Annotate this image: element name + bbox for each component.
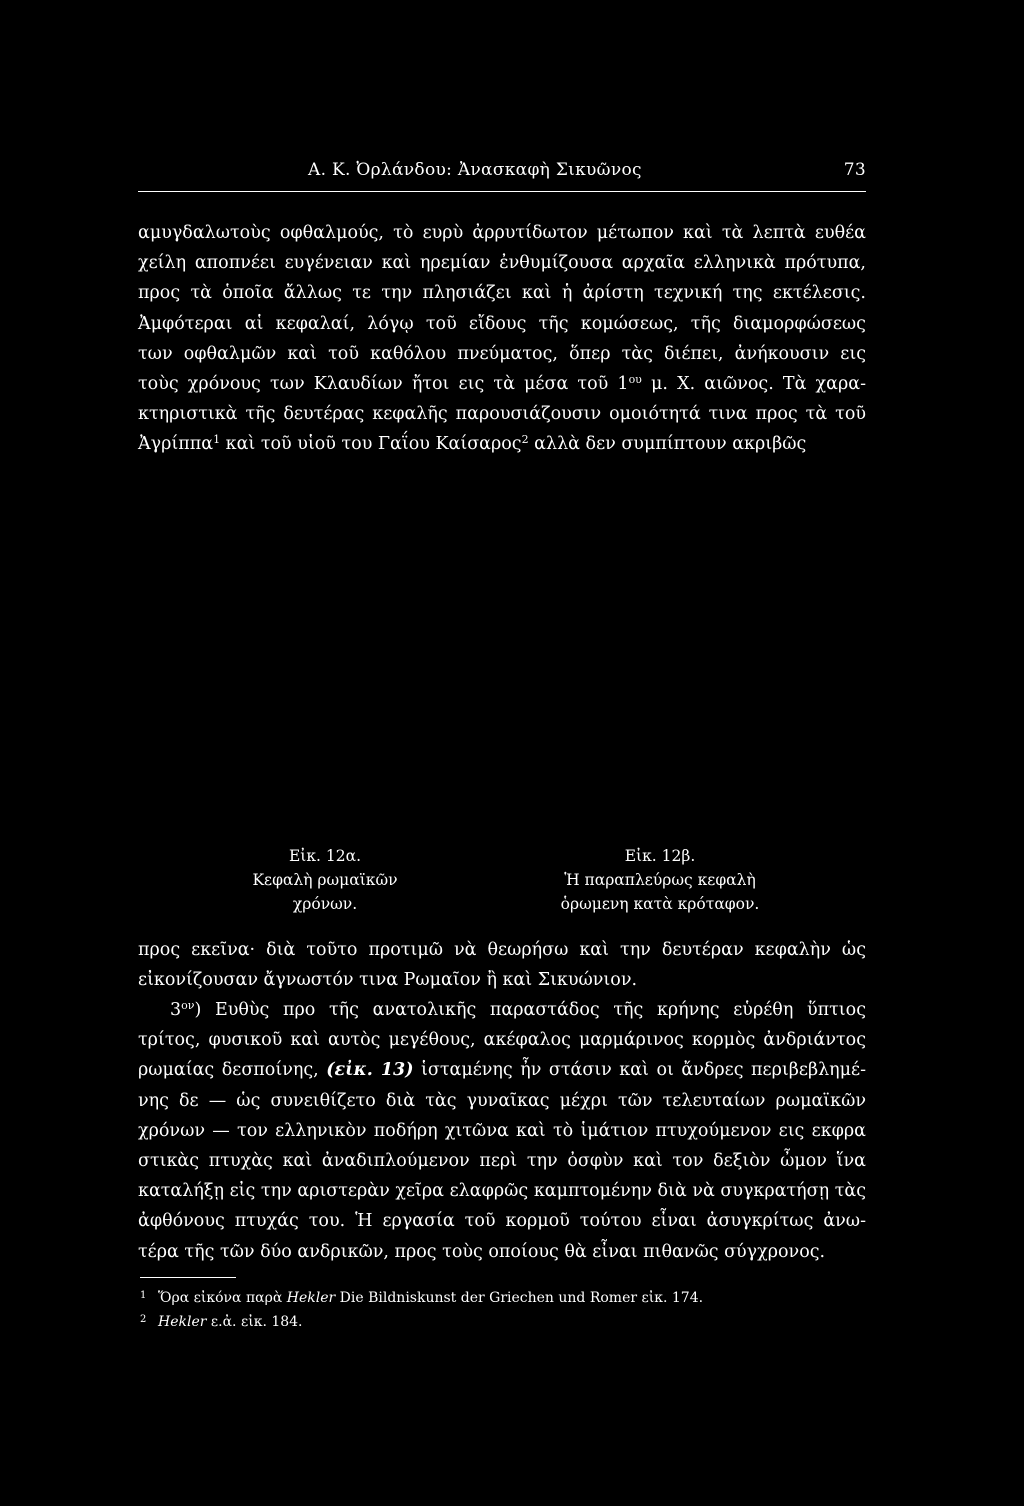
footnote-author: Hekler <box>158 1314 207 1330</box>
caption-line: Ἡ παραπλεύρως κεφαλὴ <box>564 871 756 889</box>
text-line: χρόνων — τον ελληνικὸν ποδήρη χιτῶνα καὶ τὸ ἱμάτιον πτυχούμενον εις εκφρα <box>138 1120 866 1141</box>
text-line <box>138 429 866 459</box>
text-line: αμυγδαλωτοὺς οφθαλμούς, τὸ ευρὺ ἀρρυτίδωτον μέτωπον καὶ τὰ λεπτὰ ευθέα <box>138 223 866 243</box>
text-line <box>138 995 866 1025</box>
footnote-ref-1: 1 <box>213 433 221 447</box>
figure-reference: (εἰκ. 13) <box>326 1060 414 1081</box>
text-line: Ἀμφότεραι αἱ κεφαλαί, λόγῳ τοῦ εἴδους τῆς κομώσεως, τῆς διαμορφώσεως <box>138 313 866 334</box>
text-line: εἰκονίζουσαν ἄγνωστόν τινα Ρωμαῖον ἢ καὶ Σικυώνιον. <box>138 970 638 991</box>
footnote-rule <box>140 1277 236 1278</box>
text-line: νης δε — ὡς συνειθίζετο διὰ τὰς γυναῖκας μέχρι τῶν τελευταίων ρωμαϊκῶν <box>138 1090 866 1111</box>
caption-line: Κεφαλὴ ρωμαϊκῶν <box>252 871 398 889</box>
footnote-text: ε.ἀ. εἰκ. 184. <box>206 1314 303 1330</box>
text-line <box>138 369 866 399</box>
footnote-1 <box>140 1285 866 1309</box>
text-span: Ἀγρίππα <box>138 434 214 455</box>
caption-line: χρόνων. <box>292 895 358 913</box>
text-line: κτηριστικὰ τῆς δευτέρας κεφαλῆς παρουσιάζουσιν ομοιότητά τινα προς τὰ τοῦ <box>138 404 866 425</box>
paragraph-2 <box>138 935 866 995</box>
paragraph-1 <box>138 218 866 460</box>
text-line: προς τὰ ὁποῖα ἄλλως τε την πλησιάζει καὶ ἡ ἀρίστη τεχνική της εκτέλεσις. <box>138 283 866 304</box>
text-span: ρωμαίας δεσποίνης, <box>138 1060 327 1081</box>
text-span: μ. Χ. αιῶνος. Τὰ χαρα- <box>641 374 866 395</box>
text-line: τρίτος, φυσικοῦ καὶ αυτὸς μεγέθους, ακέφαλος μαρμάρινος κορμὸς ἀνδριάντος <box>138 1030 866 1051</box>
figure-number: Εἰκ. 12α. <box>288 847 362 865</box>
footnotes <box>140 1285 866 1333</box>
text-line: ἀφθόνους πτυχάς του. Ἡ εργασία τοῦ κορμοῦ τούτου εἶναι ἀσυγκρίτως ἀνω- <box>138 1211 866 1232</box>
figure-caption-12b <box>530 844 790 916</box>
caption-line: ὁρωμενη κατὰ κρόταφον. <box>560 895 760 913</box>
text-line: στικὰς πτυχὰς καὶ ἀναδιπλούμενον περὶ την ὀσφὺν καὶ τον δεξιὸν ὦμον ἵνα <box>138 1151 866 1172</box>
text-span: 3 <box>170 1000 182 1020</box>
footnote-mark: 1 <box>140 1290 147 1301</box>
figure-caption-12a <box>225 844 425 916</box>
superscript: ου <box>628 373 642 387</box>
text-line: χείλη αποπνέει ευγένειαν καὶ ηρεμίαν ἐνθυμίζουσα αρχαῖα ελληνικὰ πρότυπα, <box>138 253 866 274</box>
footnote-2 <box>140 1309 866 1333</box>
figure-number: Εἰκ. 12β. <box>624 847 696 865</box>
text-line: προς εκεῖνα· διὰ τοῦτο προτιμῶ νὰ θεωρήσω καὶ την δευτέραν κεφαλὴν ὡς <box>138 940 866 960</box>
text-span: ἱσταμένης ἦν στάσιν καὶ οι ἄνδρες περιβεβλημέ- <box>413 1060 866 1081</box>
footnote-text: Die Bildniskunst der Griechen und Romer εἰκ. 174. <box>335 1290 704 1306</box>
text-span: τοὺς χρόνους των Κλαυδίων ἤτοι εις τὰ μέσα τοῦ 1 <box>138 374 629 395</box>
text-line: των οφθαλμῶν καὶ τοῦ καθόλου πνεύματος, ὅπερ τὰς διέπει, ἀνήκουσιν εις <box>138 343 866 364</box>
text-span: ) Ευθὺς προ τῆς ανατολικῆς παραστάδος τῆς κρήνης εὑρέθη ὕπτιος <box>194 1000 866 1020</box>
text-span: αλλὰ δεν συμπίπτουν ακριβῶς <box>528 434 807 455</box>
text-span: καὶ τοῦ υἱοῦ του Γαΐου Καίσαρος <box>220 434 522 455</box>
footnote-author: Hekler <box>286 1290 336 1306</box>
footnote-mark: 2 <box>140 1314 147 1325</box>
text-line: τέρα τῆς τῶν δύο ανδρικῶν, προς τοὺς οποίους θὰ εἶναι πιθανῶς σύγχρονος. <box>138 1241 826 1262</box>
footnote-text: Ὅρα εἰκόνα παρὰ <box>158 1290 287 1306</box>
paragraph-3 <box>138 995 866 1267</box>
text-line: καταλήξῃ εἰς την αριστερὰν χεῖρα ελαφρῶς καμπτομένην διὰ νὰ συγκρατήσῃ τὰς <box>138 1181 866 1202</box>
footnote-ref-2: 2 <box>521 433 529 447</box>
text-line <box>138 1055 866 1085</box>
superscript: ον <box>181 999 195 1012</box>
running-title: Α. Κ. Ὀρλάνδου: Ἀνασκαφὴ Σικυῶνος <box>308 160 642 180</box>
header-rule <box>138 191 866 192</box>
page-number: 73 <box>843 160 866 180</box>
